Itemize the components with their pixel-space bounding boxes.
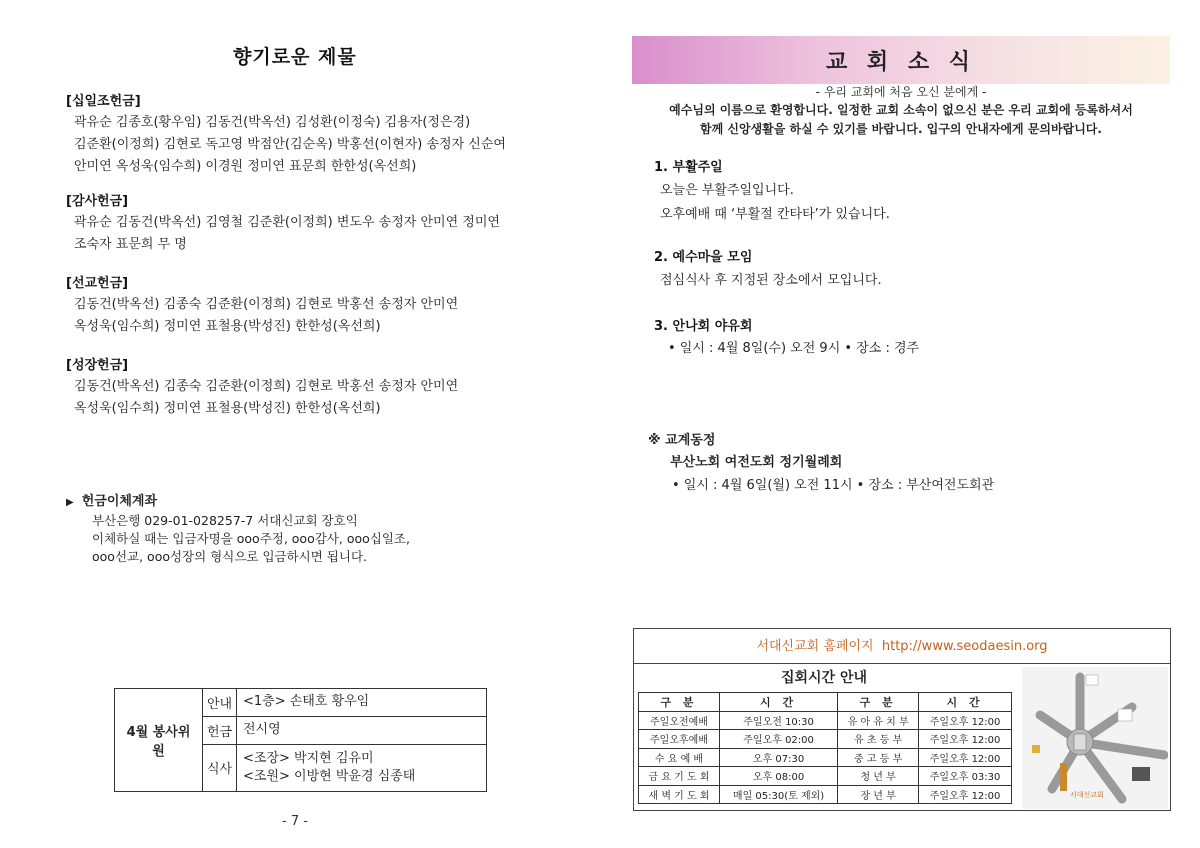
- news-heading: 1. 부활주일: [654, 160, 723, 175]
- news-heading: 2. 예수마을 모임: [654, 250, 753, 265]
- table-cell: 주일오후 12:00: [919, 730, 1012, 749]
- offering-heading: [감사헌금]: [66, 194, 129, 209]
- news-item-picnic: [654, 316, 1154, 360]
- table-cell: 청 년 부: [838, 767, 919, 786]
- table-cell: 오후 08:00: [720, 767, 838, 786]
- schedule-table: [638, 692, 1012, 804]
- transfer-line: ooo선교, ooo성장의 형식으로 입금하시면 됩니다.: [92, 549, 368, 564]
- volunteer-names: <조장> 박지현 김유미: [243, 750, 374, 766]
- news-item-easter: [654, 157, 1154, 227]
- offerings-page-title: 향기로운 제물: [233, 46, 357, 68]
- map-label-box: [1118, 709, 1132, 721]
- map-church-tower: [1060, 763, 1067, 791]
- table-cell: 주일오후 12:00: [919, 785, 1012, 804]
- column-header: 구 분: [838, 693, 919, 712]
- offering-names-line: 안미연 옥성욱(임수희) 이경원 정미연 표문희 한한성(옥선희): [74, 159, 417, 174]
- table-cell: 유 아 유 치 부: [838, 711, 919, 730]
- thanks-offering-section: [66, 192, 586, 256]
- volunteer-names-cell: [237, 744, 487, 791]
- church-news-banner: [632, 36, 1170, 84]
- transfer-line: 이체하실 때는 입금자명을 ooo주정, ooo감사, ooo십일조,: [92, 531, 410, 546]
- volunteer-category: 헌금: [203, 716, 237, 744]
- volunteer-category: 식사: [203, 744, 237, 791]
- table-cell: 장 년 부: [838, 785, 919, 804]
- map-building: [1074, 734, 1086, 750]
- transfer-heading: 헌금이체계좌: [81, 494, 158, 509]
- volunteer-category: 안내: [203, 689, 237, 717]
- column-header: 시 간: [919, 693, 1012, 712]
- table-row: [639, 785, 1012, 804]
- volunteer-names: <조원> 이방현 박윤경 심종태: [243, 768, 416, 784]
- regional-line: • 일시 : 4월 6일(월) 오전 11시 • 장소 : 부산여전도회관: [672, 478, 995, 493]
- welcome-line: 예수님의 이름으로 환영합니다. 일정한 교회 소속이 없으신 분은 우리 교회에 등록하셔서: [669, 103, 1133, 117]
- offering-heading: [십일조헌금]: [66, 94, 141, 109]
- offering-heading: [성장헌금]: [66, 358, 129, 373]
- news-line: • 일시 : 4월 8일(수) 오전 9시 • 장소 : 경주: [668, 341, 920, 356]
- offering-names-line: 김동건(박옥선) 김종숙 김준환(이정희) 김현로 박홍선 송정자 안미연: [74, 297, 459, 312]
- transfer-line: 부산은행 029-01-028257-7 서대신교회 장호익: [92, 513, 358, 528]
- offering-names-line: 조숙자 표문희 무 명: [74, 237, 187, 252]
- news-heading: 3. 안나회 야유회: [654, 319, 753, 334]
- table-cell: 주일오후 12:00: [919, 711, 1012, 730]
- column-header: 구 분: [639, 693, 720, 712]
- offering-names-line: 곽유순 김동건(박옥선) 김영철 김준환(이정희) 변도우 송정자 안미연 정미연: [74, 215, 500, 230]
- mission-offering-section: [66, 274, 586, 338]
- news-item-village-meeting: [654, 247, 1154, 293]
- table-header-row: [639, 693, 1012, 712]
- volunteer-table: [114, 688, 487, 792]
- map-building: [1132, 767, 1150, 781]
- table-row: [639, 767, 1012, 786]
- table-cell: 중 고 등 부: [838, 748, 919, 767]
- church-info-box: [633, 628, 1171, 811]
- table-cell: 주일오후 02:00: [720, 730, 838, 749]
- table-cell: 수 요 예 배: [639, 748, 720, 767]
- table-cell: 주일오전 10:30: [720, 711, 838, 730]
- table-cell: 주일오후예배: [639, 730, 720, 749]
- welcome-heading: - 우리 교회에 처음 오신 분에게 -: [815, 85, 987, 99]
- table-row: [115, 689, 487, 717]
- volunteer-names: 전시영: [237, 716, 487, 744]
- page-number: - 7 -: [282, 814, 308, 829]
- homepage-banner: [634, 629, 1170, 664]
- welcome-message: [640, 101, 1162, 139]
- offering-names-line: 옥성욱(임수희) 정미연 표철용(박성진) 한한성(옥선희): [74, 401, 381, 416]
- regional-heading: ※ 교계동정: [648, 433, 716, 448]
- tithe-offering-section: [66, 92, 586, 178]
- news-line: 점심식사 후 지정된 장소에서 모입니다.: [660, 273, 882, 288]
- transfer-account-section: [66, 493, 586, 566]
- volunteer-table-title: 4월 봉사위원: [115, 689, 203, 792]
- volunteer-names: <1층> 손태호 황우임: [237, 689, 487, 717]
- news-line: 오후예배 때 ‘부활절 칸타타’가 있습니다.: [660, 207, 890, 222]
- offering-names-line: 김동건(박옥선) 김종숙 김준환(이정희) 김현로 박홍선 송정자 안미연: [74, 379, 459, 394]
- column-header: 시 간: [720, 693, 838, 712]
- regional-subheading: 부산노회 여전도회 정기월례회: [670, 455, 843, 470]
- schedule-title: 집회시간 안내: [780, 670, 868, 686]
- table-cell: 오후 07:30: [720, 748, 838, 767]
- table-cell: 유 초 등 부: [838, 730, 919, 749]
- church-location-map: [1022, 667, 1168, 809]
- table-cell: 새 벽 기 도 회: [639, 785, 720, 804]
- offering-names-line: 곽유순 김종호(황우임) 김동건(박옥선) 김성환(이정숙) 김용자(정은경): [74, 115, 471, 130]
- church-news-title: 교 회 소 식: [826, 50, 976, 75]
- welcome-line: 함께 신앙생활을 하실 수 있기를 바랍니다. 입구의 안내자에게 문의바랍니다.: [700, 122, 1102, 136]
- offering-names-line: 옥성욱(임수희) 정미연 표철용(박성진) 한한성(옥선희): [74, 319, 381, 334]
- table-cell: 매일 05:30(토 제외): [720, 785, 838, 804]
- offering-names-line: 김준환(이정희) 김현로 독고영 박점안(김순옥) 박홍선(이현자) 송정자 신순여: [74, 137, 506, 152]
- table-cell: 금 요 기 도 회: [639, 767, 720, 786]
- map-background: [1022, 667, 1168, 809]
- table-cell: 주일오전예배: [639, 711, 720, 730]
- table-cell: 주일오후 03:30: [919, 767, 1012, 786]
- offering-heading: [선교헌금]: [66, 276, 129, 291]
- table-cell: 주일오후 12:00: [919, 748, 1012, 767]
- table-row: [639, 711, 1012, 730]
- map-marker-icon: [1032, 745, 1040, 753]
- homepage-url[interactable]: http://www.seodaesin.org: [881, 639, 1048, 654]
- table-row: [639, 730, 1012, 749]
- map-label-box: [1086, 675, 1098, 685]
- growth-offering-section: [66, 356, 586, 420]
- regional-news-section: [648, 431, 1168, 497]
- triangle-right-icon: ▶: [66, 497, 74, 508]
- map-church-label: 서대신교회: [1070, 791, 1104, 799]
- homepage-label: 서대신교회 홈페이지: [756, 639, 874, 654]
- table-row: [639, 748, 1012, 767]
- news-line: 오늘은 부활주일입니다.: [660, 183, 794, 198]
